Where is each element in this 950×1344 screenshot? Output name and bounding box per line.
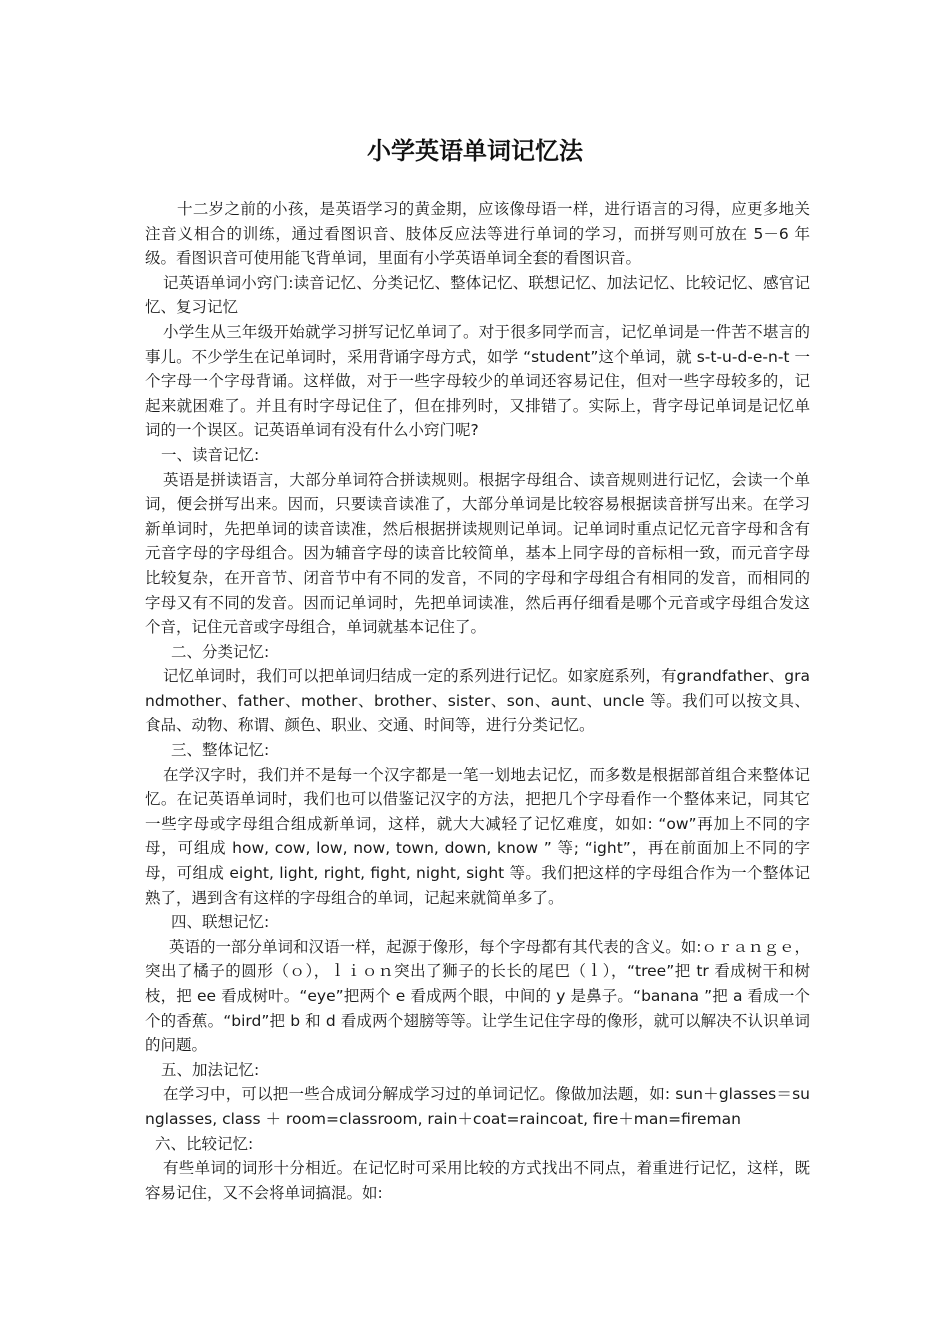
tips-summary-paragraph: 记英语单词小窍门:读音记忆、分类记忆、整体记忆、联想记忆、加法记忆、比较记忆、感官记忆、复习记忆 bbox=[145, 273, 810, 317]
section-body-pronunciation: 英语是拼读语言，大部分单词符合拼读规则。根据字母组合、读音规则进行记忆，会读一个单词，便会拼写出来。因而，只要读音读准了，大部分单词是比较容易根据读音拼写出来。在学习新单词时，先把单词的读音读准，然后根据拼读规则记单词。记单词时重点记忆元音字母和含有元音字母的字母组合。因为辅音字母的读音比较简单，基本上同字母的音标相一致，而元音字母比较复杂，在开音节、闭音节中有不同的发音，不同的字母和字母组合有相同的发音，而相同的字母又有不同的发音。因而记单词时，先把单词读准，然后再仔细看是哪个元音或字母组合发这个音，记住元音或字母组合，单词就基本记住了。 bbox=[145, 470, 810, 637]
section-body-classification: 记忆单词时，我们可以把单词归结成一定的系列进行记忆。如家庭系列，有grandfather、grandmother、father、mother、brother、sister、son、aunt、uncle 等。我们可以按文具、食品、动物、称谓、颜色、职业、交通、时间等，进行分类记忆。 bbox=[145, 667, 810, 735]
section-heading-association: 四、联想记忆: bbox=[171, 913, 270, 932]
section-body-comparison: 有些单词的词形十分相近。在记忆时可采用比较的方式找出不同点，着重进行记忆，这样，既容易记住，又不会将单词搞混。如: bbox=[145, 1159, 810, 1202]
section-body-association: 英语的一部分单词和汉语一样，起源于像形，每个字母都有其代表的含义。如:ｏｒａｎｇｅ，突出了橘子的圆形（ｏ），ｌｉｏｎ突出了狮子的长长的尾巴（ｌ），“tree”把 tr 看成树干和树枝，把 ee 看成树叶。“eye”把两个 e 看成两个眼，中间的 y 是鼻子。“banana ”把 a 看成一个个的香蕉。“bird”把 b 和 d 看成两个翅膀等等。让学生记住字母的像形，就可以解决不认识单词的问题。 bbox=[145, 937, 810, 1055]
document-body bbox=[145, 197, 810, 1205]
section-body-whole: 在学汉字时，我们并不是每一个汉字都是一笔一划地去记忆，而多数是根据部首组合来整体记忆。在记英语单词时，我们也可以借鉴记汉字的方法，把把几个字母看作一个整体来记，同其它一些字母或字母组合组成新单词，这样，就大大减轻了记忆难度，如如: “ow”再加上不同的字母，可组成 how, cow, low, now, town, down, know ” 等; “ight”，再在前面加上不同的字母，可组成 eight, light, right, fight, night, sight 等。我们把这样的字母组合作为一个整体记熟了，遇到含有这样的字母组合的单词，记起来就简单多了。 bbox=[145, 765, 810, 907]
section-heading-classification: 二、分类记忆: bbox=[171, 642, 270, 661]
section-heading-addition: 五、加法记忆: bbox=[161, 1060, 260, 1079]
background-paragraph: 小学生从三年级开始就学习拼写记忆单词了。对于很多同学而言，记忆单词是一件苦不堪言的事儿。不少学生在记单词时，采用背诵字母方式，如学 “student”这个单词，就 s-t-u-d-e-n-t 一个字母一个字母背诵。这样做，对于一些字母较少的单词还容易记住，但对一些字母较多的，记起来就困难了。并且有时字母记住了，但在排列时，又排错了。实际上，背字母记单词是记忆单词的一个误区。记英语单词有没有什么小窍门呢? bbox=[145, 322, 810, 440]
section-heading-whole: 三、整体记忆: bbox=[171, 741, 270, 760]
document-title: 小学英语单词记忆法 bbox=[367, 137, 583, 165]
section-heading-comparison: 六、比较记忆: bbox=[155, 1134, 254, 1153]
section-heading-pronunciation: 一、读音记忆: bbox=[161, 445, 260, 464]
section-body-addition: 在学习中，可以把一些合成词分解成学习过的单词记忆。像做加法题，如: sun＋glasses＝sunglasses, class ＋ room=classroom, rain＋coat=raincoat, fire＋man=fireman bbox=[145, 1085, 810, 1128]
intro-paragraph: 十二岁之前的小孩，是英语学习的黄金期，应该像母语一样，进行语言的习得，应更多地关注音义相合的训练，通过看图识音、肢体反应法等进行单词的学习，而拼写则可放在 5－6 年级。看图识音可使用能飞背单词，里面有小学英语单词全套的看图识音。 bbox=[145, 200, 810, 268]
